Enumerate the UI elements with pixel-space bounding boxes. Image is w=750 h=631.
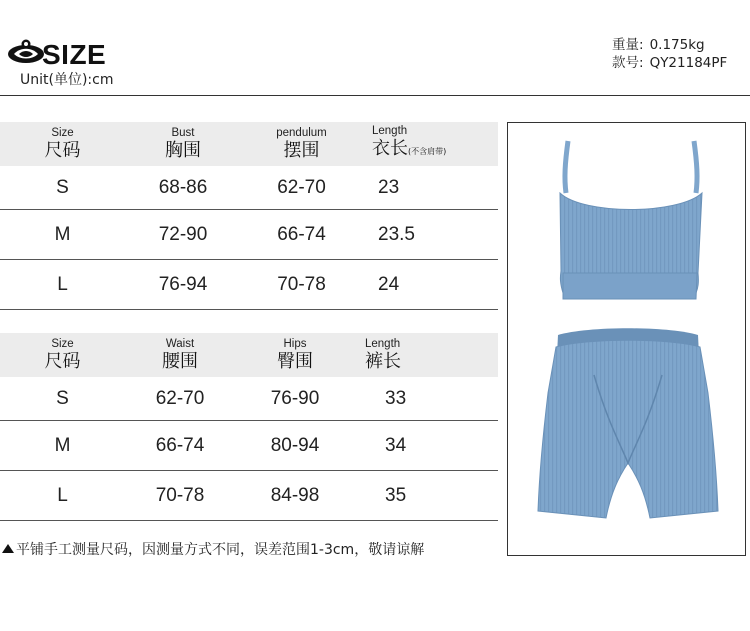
column-header: Size 尺码 xyxy=(44,126,81,161)
length-note: (不含肩带) xyxy=(408,147,447,156)
style-value: QY21184PF xyxy=(649,55,728,71)
header-divider xyxy=(0,95,750,96)
table-row: S 68-86 62-70 23 xyxy=(0,166,498,210)
column-header: Length 衣长(不含肩带) xyxy=(372,125,447,159)
table-row: M 72-90 66-74 23.5 xyxy=(0,210,498,260)
column-header: pendulum 摆围 xyxy=(276,126,327,161)
weight-value: 0.175kg xyxy=(649,37,705,53)
crop-top-image xyxy=(560,141,702,299)
shorts-image xyxy=(538,328,718,518)
bottom-size-table xyxy=(0,333,498,521)
top-size-table xyxy=(0,122,498,310)
product-image xyxy=(507,122,746,556)
triangle-up-icon xyxy=(2,544,14,553)
table-row: M 66-74 80-94 34 xyxy=(0,421,498,471)
style-info xyxy=(612,54,727,72)
table-header-row xyxy=(0,333,498,377)
lotus-icon xyxy=(6,38,46,70)
table-header-row xyxy=(0,122,498,166)
column-header: Size 尺码 xyxy=(44,337,81,372)
column-header: Length 裤长 xyxy=(365,337,401,372)
weight-info xyxy=(612,36,705,54)
column-header: Hips 臀围 xyxy=(277,337,313,372)
unit-label: Unit(单位):cm xyxy=(20,72,114,88)
table-row: L 70-78 84-98 35 xyxy=(0,471,498,521)
table-row: S 62-70 76-90 33 xyxy=(0,377,498,421)
weight-label: 重量: xyxy=(612,37,644,53)
page-title: SIZE xyxy=(42,39,107,70)
table-row: L 76-94 70-78 24 xyxy=(0,260,498,310)
measurement-note: 平铺手工测量尺码，因测量方式不同，误差范围1-3cm，敬请谅解 xyxy=(2,541,424,559)
style-label: 款号: xyxy=(612,55,644,71)
column-header: Waist 腰围 xyxy=(162,337,198,372)
column-header: Bust 胸围 xyxy=(165,126,201,161)
